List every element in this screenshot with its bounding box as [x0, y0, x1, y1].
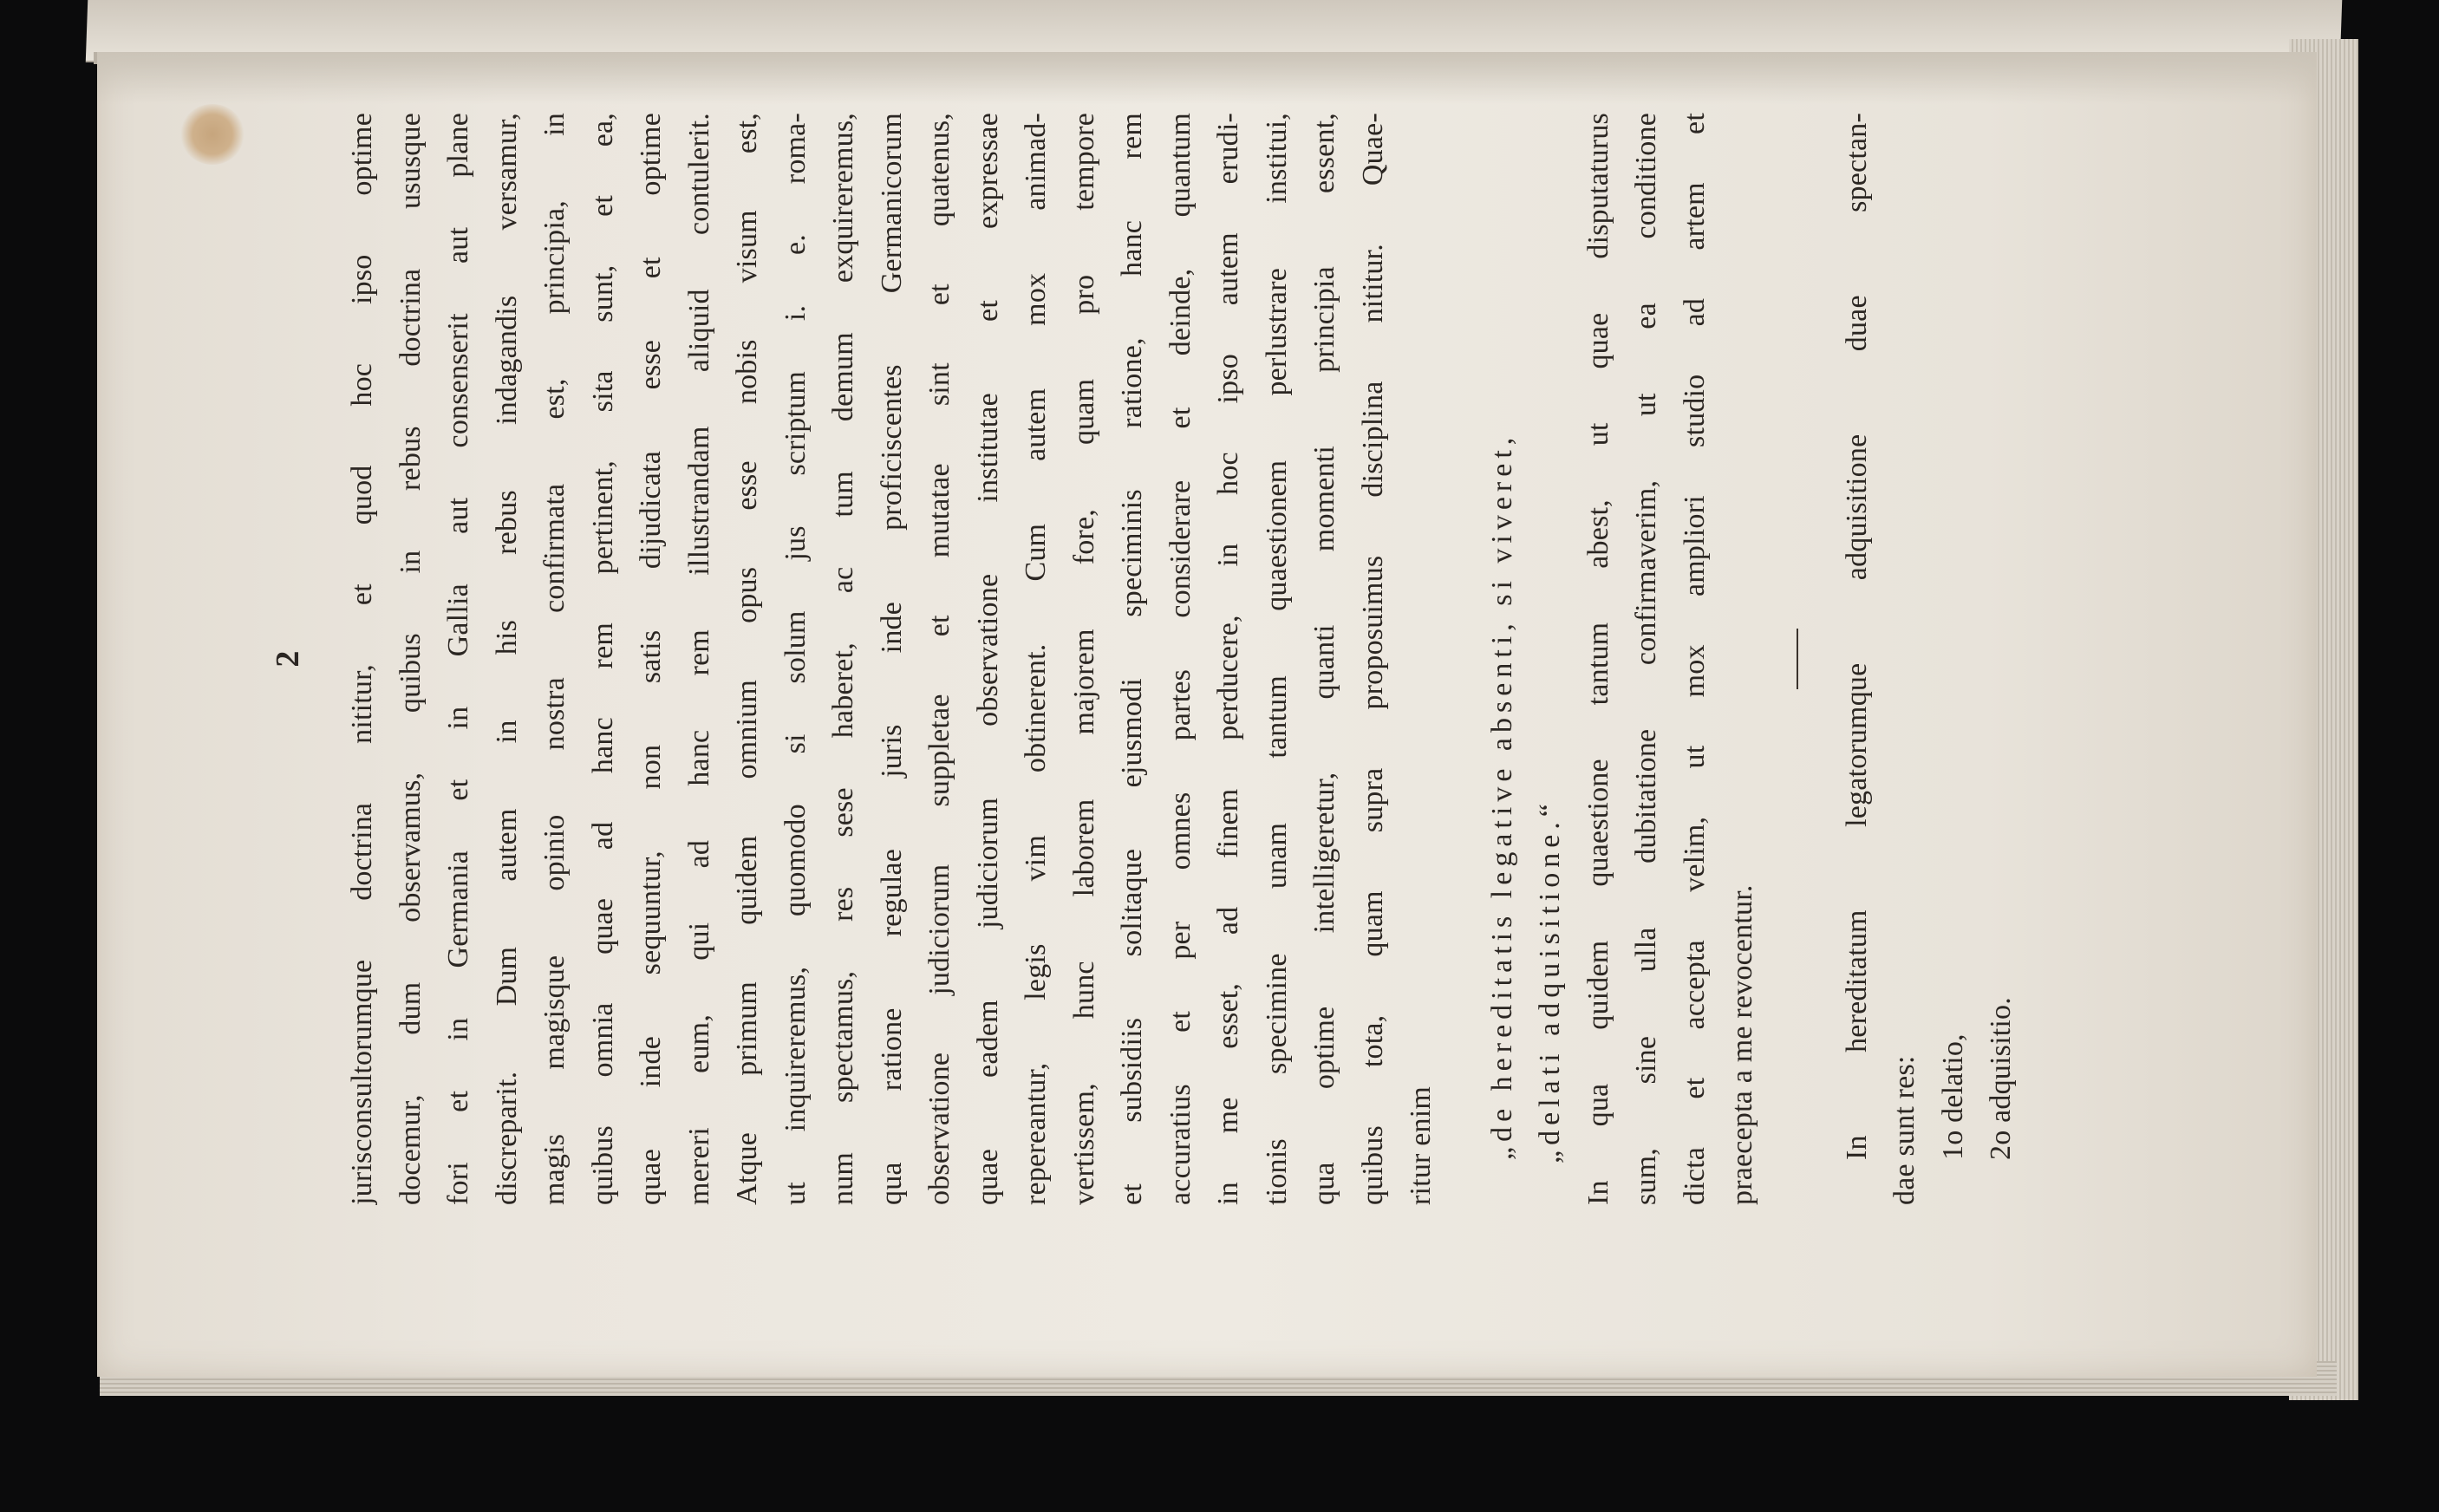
text-line: dicta et accepta velim, ut mox ampliori studio ad artem et: [1678, 113, 1711, 1205]
text-line: sum, sine ulla dubitatione confirmaverim, ut ea conditione: [1630, 113, 1662, 1205]
text-line: quibus omnia quae ad hanc rem pertinent, sita sunt, et ea,: [586, 113, 619, 1205]
text-line: In qua quidem quaestione tantum abest, ut quae disputaturus: [1581, 113, 1614, 1205]
text-line: quae eadem judiciorum observatione institutae et expressae: [971, 113, 1004, 1205]
text-line: Atque primum quidem omnium opus esse nobis visum est,: [731, 113, 763, 1205]
quoted-title: [1478, 113, 1575, 1205]
text-line: docemur, dum observamus, quibus in rebus doctrina ususque: [394, 113, 427, 1205]
enumerated-list: [1929, 113, 2025, 1205]
text-line: magis magisque opinio nostra confirmata est, principia, in: [538, 113, 571, 1205]
text-line: vertissem, hunc laborem majorem fore, quam pro tempore: [1067, 113, 1100, 1205]
paragraph-4: [1833, 113, 1929, 1205]
quote-line: „delati adquisitione.“: [1534, 798, 1566, 1163]
text-line: qua optime intelligeretur, quanti momenti principia essent,: [1308, 113, 1340, 1205]
paragraph-1: [338, 113, 723, 1205]
text-line: num spectamus, res sese haberet, ac tum demum exquireremus,: [827, 113, 859, 1205]
list-item: 1o delatio,: [1936, 1033, 1969, 1160]
text-line: repereantur, legis vim obtinerent. Cum autem mox animad-: [1020, 113, 1052, 1205]
text-line: qua ratione regulae juris inde proficiscentes Germanicorum: [875, 113, 908, 1205]
text-line: et subsidiis solitaque ejusmodi speciminis ratione, hanc rem: [1116, 113, 1148, 1205]
text-line: quae inde sequuntur, non satis dijudicata esse et optime: [635, 113, 667, 1205]
gutter-shadow: [97, 52, 2317, 104]
text-line: mereri eum, qui ad hanc rem illustrandam aliquid contulerit.: [682, 113, 715, 1205]
text-line: fori et in Germania et in Gallia aut consenserit aut plane: [442, 113, 474, 1205]
text-line: accuratius et per omnes partes considerare et deinde, quantum: [1164, 113, 1197, 1205]
text-line: praecepta a me revocentur.: [1726, 884, 1758, 1205]
list-item: 2o adquisitio.: [1985, 997, 2017, 1160]
section-divider: [1797, 629, 1798, 689]
spacer: [1445, 113, 1478, 1205]
paragraph-2: [723, 113, 1445, 1205]
text-line: ritur enim: [1405, 1085, 1437, 1205]
foxing-stain: [180, 104, 245, 165]
text-line: ut inquireremus, quomodo si solum jus scriptum i. e. roma-: [779, 113, 812, 1205]
page-text-block: [264, 113, 2017, 1205]
text-line: In hereditatum legatorumque adquisitione duae spectan-: [1840, 113, 1873, 1160]
text-line: in me esset, ad finem perducere, in hoc ipso autem erudi-: [1212, 113, 1244, 1205]
paragraph-3: [1575, 113, 1767, 1205]
text-line: discreparit. Dum autem in his rebus indagandis versamur,: [490, 113, 523, 1205]
quote-line: „de hereditatis legative absenti, si viveret,: [1485, 432, 1518, 1160]
text-line: tionis specimine unam tantum quaestionem perlustrare institui,: [1260, 113, 1293, 1205]
text-line: jurisconsultorumque doctrina nititur, et quod hoc ipso optime: [346, 113, 378, 1205]
page-number: 2: [270, 650, 306, 668]
text-line: quibus tota, quam supra proposuimus disciplina nititur. Quae-: [1356, 113, 1389, 1205]
text-line: observatione judiciorum suppletae et mutatae sint et quatenus,: [923, 113, 955, 1205]
text-line: dae sunt res:: [1888, 1055, 1921, 1205]
